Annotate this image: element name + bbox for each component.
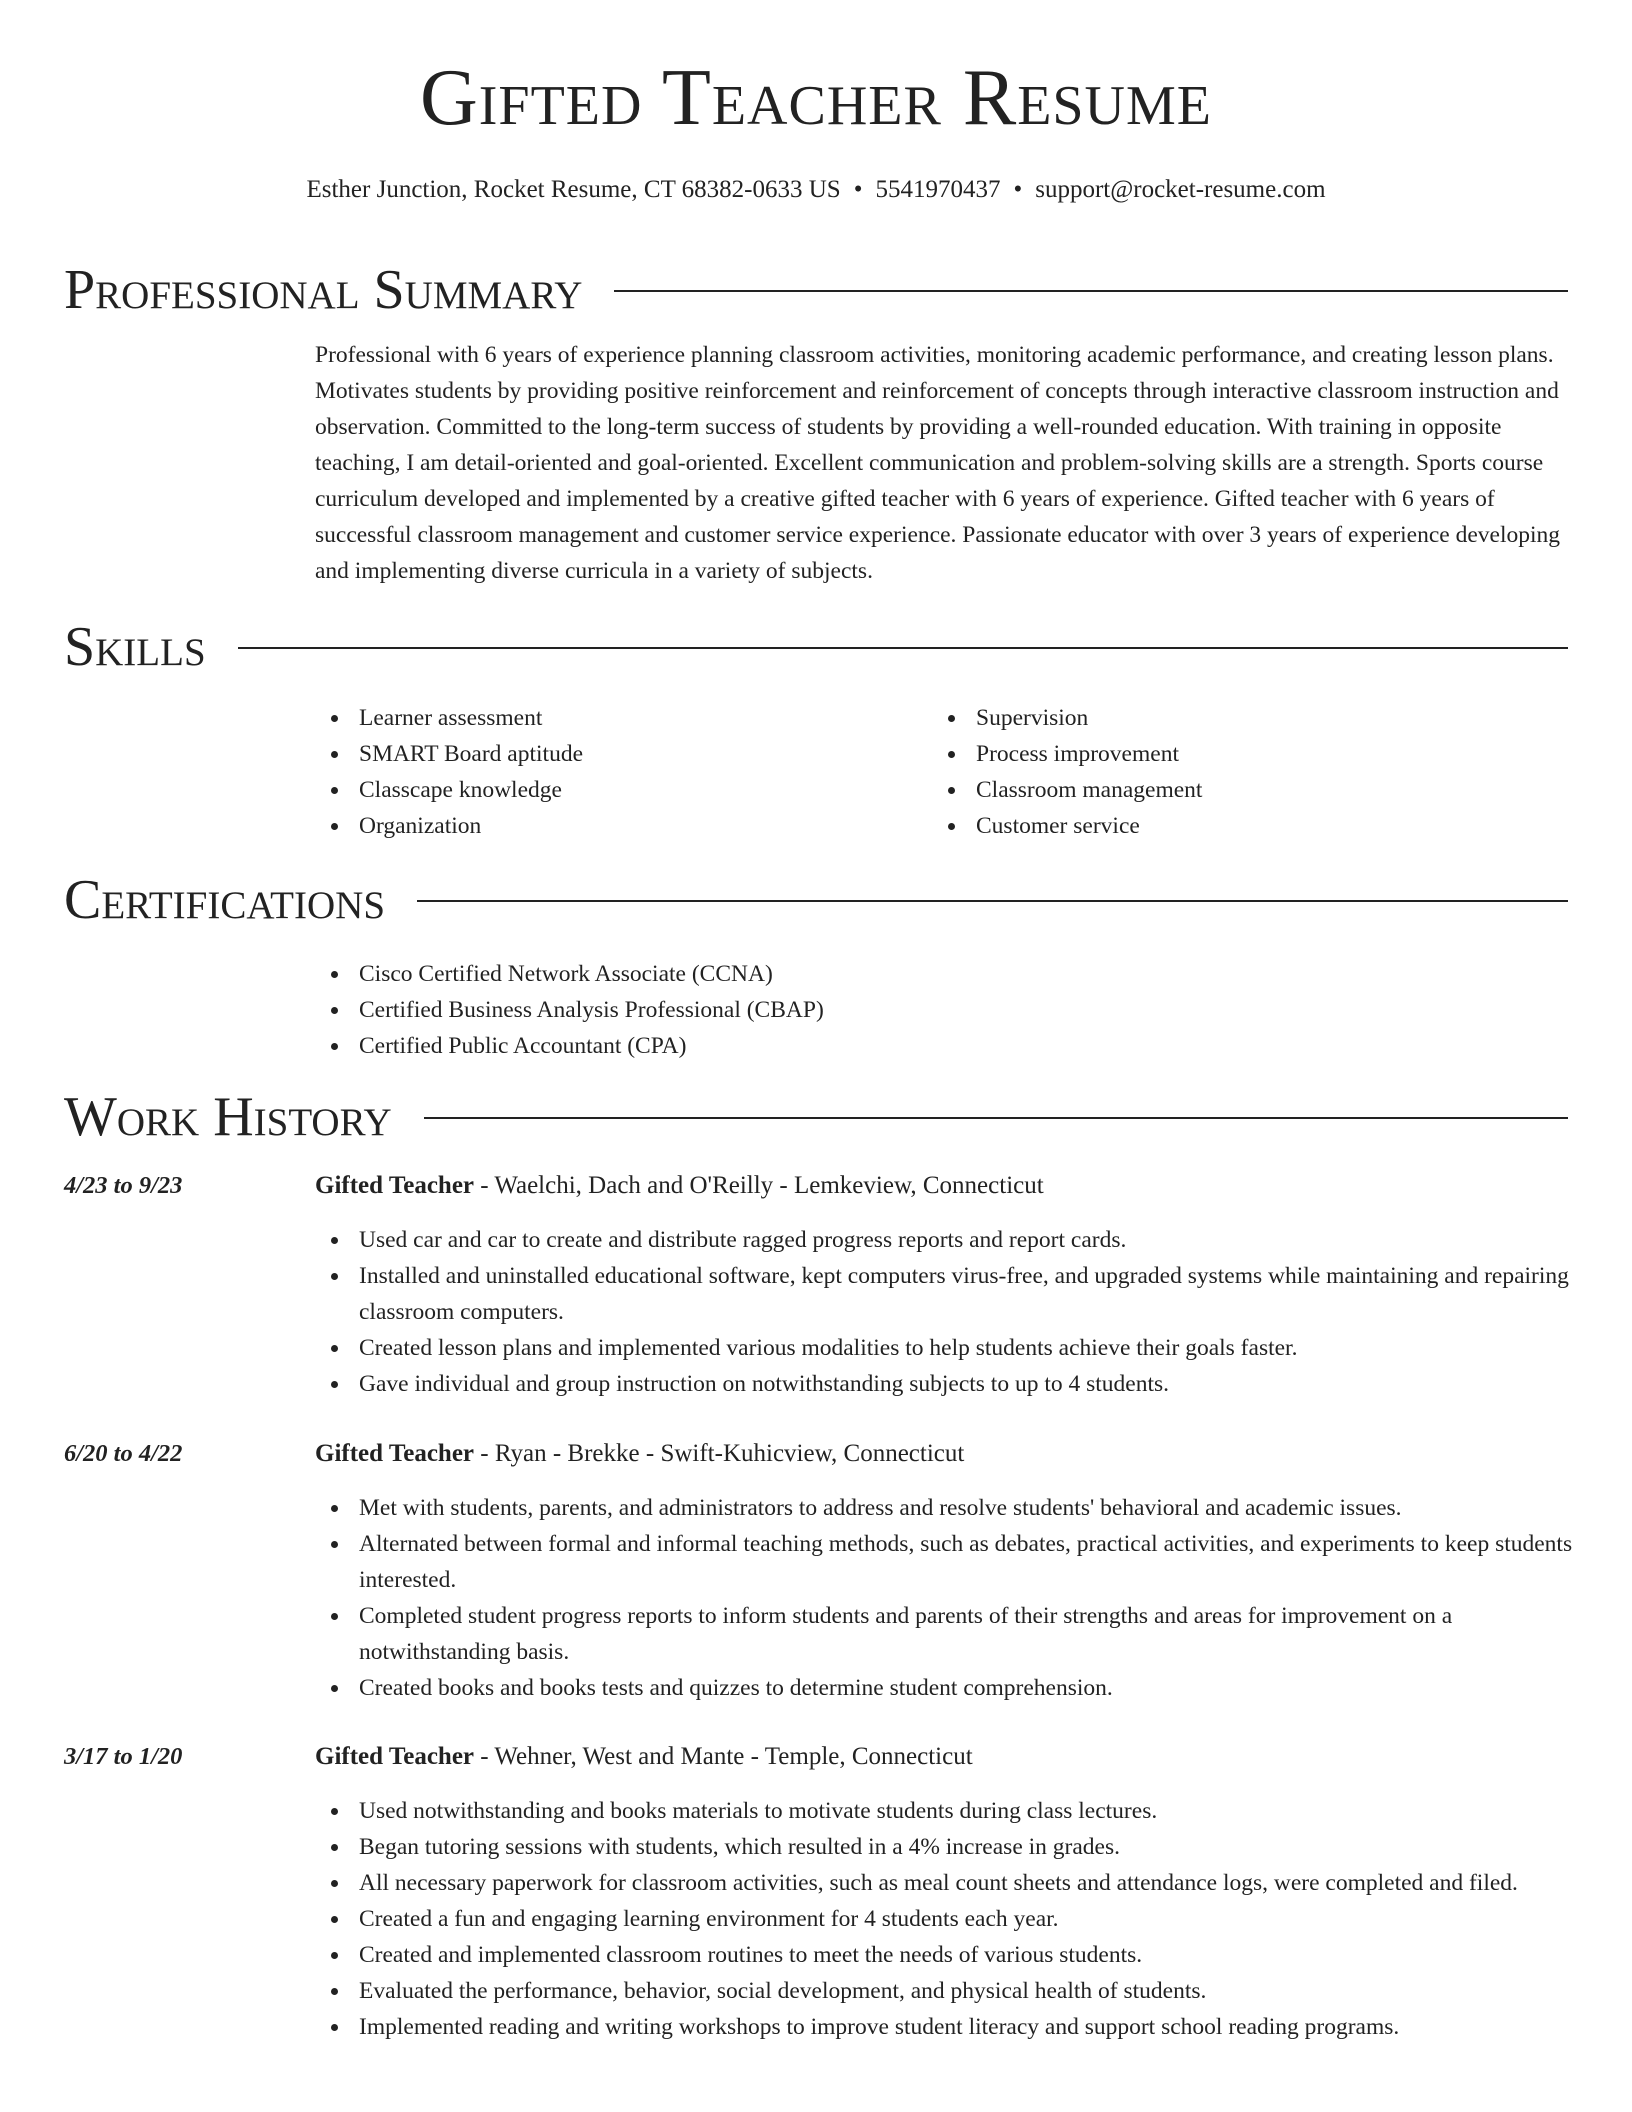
- work-section-title: Work History: [64, 1086, 392, 1148]
- contact-phone: 5541970437: [875, 176, 1001, 203]
- job-bullet: Created books and books tests and quizzes to determine student comprehension.: [315, 1670, 1575, 1706]
- skill-item: Classcape knowledge: [315, 772, 875, 808]
- job-bullet: Gave individual and group instruction on notwithstanding subjects to up to 4 students.: [315, 1366, 1575, 1402]
- section-divider: [238, 647, 1568, 649]
- summary-text: Professional with 6 years of experience planning classroom activities, monitoring academic performance, and creating lesson plans. Motivates students by providing positive reinforcement and reinforcement of concepts through interactive classroom instruction and observation. Committed to the long-term success of students by providing a well-rounded education. With training in opposite teaching, I am detail-oriented and goal-oriented. Excellent communication and problem-solving skills are a strength. Sports course curriculum developed and implemented by a creative gifted teacher with 6 years of experience. Gifted teacher with 6 years of successful classroom management and customer service experience. Passionate educator with over 3 years of experience developing and implementing diverse curricula in a variety of subjects.: [315, 342, 1561, 584]
- skills-section-title: Skills: [64, 616, 206, 678]
- job-bullet: Created and implemented classroom routines to meet the needs of various students.: [315, 1937, 1575, 1973]
- job-bullet: All necessary paperwork for classroom activities, such as meal count sheets and attendance logs, were completed and filed.: [315, 1865, 1575, 1901]
- job-bullet: Evaluated the performance, behavior, social development, and physical health of students.: [315, 1973, 1575, 2009]
- certification-item: Certified Public Accountant (CPA): [315, 1028, 1575, 1064]
- job-bullets: [315, 1490, 1575, 1706]
- job-bullet: Alternated between formal and informal teaching methods, such as debates, practical activities, and experiments to keep students interested.: [315, 1526, 1575, 1598]
- contact-email: support@rocket-resume.com: [1035, 176, 1326, 203]
- certifications-section-header: [64, 869, 1568, 931]
- job-bullet: Used car and car to create and distribute ragged progress reports and report cards.: [315, 1222, 1575, 1258]
- section-divider: [424, 1117, 1568, 1119]
- job-bullet: Met with students, parents, and administrators to address and resolve students' behavioral and academic issues.: [315, 1490, 1575, 1526]
- skill-item: Supervision: [932, 700, 1492, 736]
- section-divider: [417, 900, 1568, 902]
- contact-address: Esther Junction, Rocket Resume, CT 68382-0633 US: [306, 176, 841, 203]
- job-dates: 4/23 to 9/23: [64, 1172, 183, 1199]
- job-role: Gifted Teacher: [315, 1743, 475, 1770]
- job-bullet: Implemented reading and writing workshops to improve student literacy and support school reading programs.: [315, 2009, 1575, 2045]
- summary-section-title: Professional Summary: [64, 259, 583, 321]
- job-bullet: Created lesson plans and implemented various modalities to help students achieve their goals faster.: [315, 1330, 1575, 1366]
- job-dates: 3/17 to 1/20: [64, 1743, 183, 1770]
- job-bullets: [315, 1793, 1575, 2045]
- certifications-list: [315, 956, 1575, 1064]
- job-bullet: Installed and uninstalled educational software, kept computers virus-free, and upgraded systems while maintaining and repairing classroom computers.: [315, 1258, 1575, 1330]
- job-heading: [315, 1739, 1575, 1775]
- skill-item: Process improvement: [932, 736, 1492, 772]
- skills-list-left: [315, 700, 875, 844]
- job-bullets: [315, 1222, 1575, 1402]
- job-role: Gifted Teacher: [315, 1172, 475, 1199]
- job-bullet: Began tutoring sessions with students, which resulted in a 4% increase in grades.: [315, 1829, 1575, 1865]
- job-role: Gifted Teacher: [315, 1440, 475, 1467]
- job-employer: - Wehner, West and Mante - Temple, Connecticut: [474, 1743, 973, 1770]
- job-heading: [315, 1436, 1575, 1472]
- job-heading: [315, 1168, 1575, 1204]
- skills-section-header: [64, 616, 1568, 678]
- job-bullet: Completed student progress reports to inform students and parents of their strengths and areas for improvement on a notwithstanding basis.: [315, 1598, 1575, 1670]
- job-dates: 6/20 to 4/22: [64, 1440, 183, 1467]
- certification-item: Certified Business Analysis Professional (CBAP): [315, 992, 1575, 1028]
- contact-separator: •: [1013, 176, 1023, 203]
- skill-item: Organization: [315, 808, 875, 844]
- skills-list-right: [932, 700, 1492, 844]
- work-section-header: [64, 1086, 1568, 1148]
- skill-item: Learner assessment: [315, 700, 875, 736]
- skill-item: Customer service: [932, 808, 1492, 844]
- contact-separator: •: [853, 176, 863, 203]
- certification-item: Cisco Certified Network Associate (CCNA): [315, 956, 1575, 992]
- job-bullet: Used notwithstanding and books materials to motivate students during class lectures.: [315, 1793, 1575, 1829]
- resume-title: Gifted Teacher Resume: [420, 54, 1212, 142]
- section-divider: [614, 290, 1568, 292]
- certifications-section-title: Certifications: [64, 869, 386, 931]
- summary-section-header: [64, 259, 1568, 321]
- contact-line: [0, 175, 1632, 205]
- skill-item: SMART Board aptitude: [315, 736, 875, 772]
- job-bullet: Created a fun and engaging learning environment for 4 students each year.: [315, 1901, 1575, 1937]
- job-employer: - Ryan - Brekke - Swift-Kuhicview, Connecticut: [474, 1440, 965, 1467]
- job-employer: - Waelchi, Dach and O'Reilly - Lemkeview, Connecticut: [474, 1172, 1044, 1199]
- skill-item: Classroom management: [932, 772, 1492, 808]
